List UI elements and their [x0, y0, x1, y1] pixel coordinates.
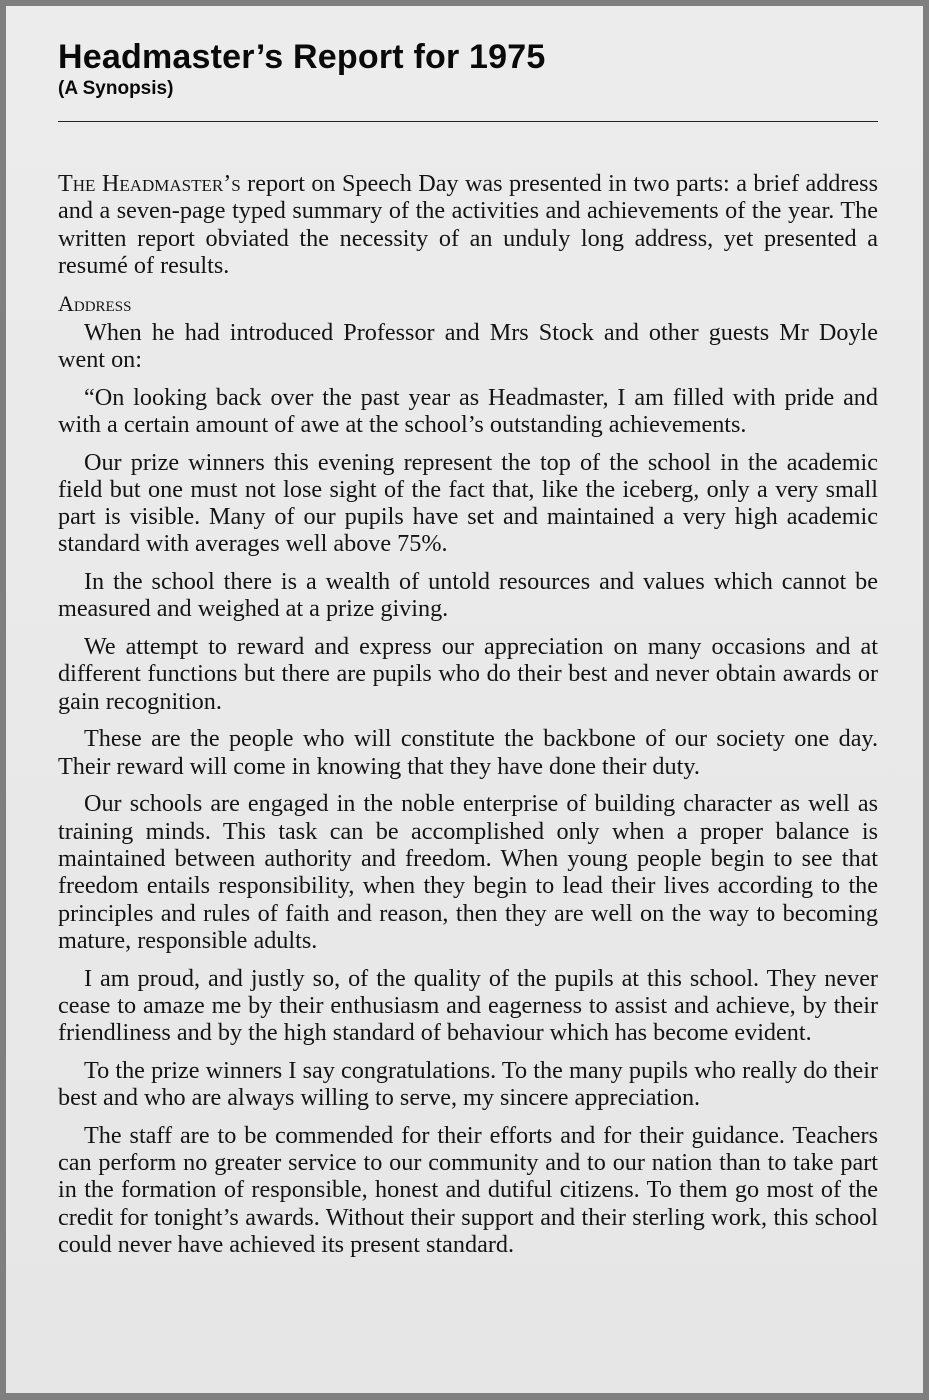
intro-text: report on Speech Day was presented in two parts: a brief address and a seven-page typed summary of the activities and achievements of the year. The written report obviated the necessity of an unduly long address, yet presented a resumé of results. — [58, 170, 878, 279]
paragraph: When he had introduced Professor and Mrs Stock and other guests Mr Doyle went on: — [58, 318, 878, 373]
paragraph: We attempt to reward and express our appreciation on many occasions and at different functions but there are pupils who do their best and never obtain awards or gain recognition. — [58, 633, 878, 715]
paragraph: These are the people who will constitute the backbone of our society one day. Their reward will come in knowing that they have done their duty. — [58, 725, 878, 780]
paragraph: In the school there is a wealth of untold resources and values which cannot be measured and weighed at a prize giving. — [58, 568, 878, 623]
paragraph: Our prize winners this evening represent the top of the school in the academic field but one must not lose sight of the fact that, like the iceberg, only a very small part is visible. Many of our pupils have set and maintained a very high academic standard with averages well above 75%. — [58, 448, 878, 558]
paragraph: “On looking back over the past year as Headmaster, I am filled with pride and with a certain amount of awe at the school’s outstanding achievements. — [58, 383, 878, 438]
title-divider — [58, 121, 878, 122]
article-body — [58, 170, 878, 1269]
paragraph: Our schools are engaged in the noble enterprise of building character as well as training minds. This task can be accomplished only when a proper balance is maintained between authority and freedom. When young people begin to see that freedom entails responsibility, when they begin to lead their lives according to the principles and rules of faith and reason, then they are well on the way to becoming mature, responsible adults. — [58, 790, 878, 954]
page-subtitle: (A Synopsis) — [58, 78, 174, 99]
page — [6, 6, 923, 1393]
page-title: Headmaster’s Report for 1975 — [58, 38, 546, 76]
paragraph: The staff are to be commended for their efforts and for their guidance. Teachers can perform no greater service to our community and to our nation than to take part in the formation of responsible, honest and dutiful citizens. To them go most of the credit for tonight’s awards. Without their support and their sterling work, this school could never have achieved its present standard. — [58, 1121, 878, 1258]
paragraph: To the prize winners I say congratulations. To the many pupils who really do their best and who are always willing to serve, my sincere appreciation. — [58, 1056, 878, 1112]
intro-lead: The Headmaster’s — [58, 170, 241, 197]
intro-paragraph — [58, 170, 878, 279]
paragraph: I am proud, and justly so, of the quality of the pupils at this school. They never cease to amaze me by their enthusiasm and eagerness to assist and achieve, by their friendliness and by the high standard of behaviour which has become evident. — [58, 964, 878, 1047]
section-heading-address: Address — [58, 290, 132, 316]
